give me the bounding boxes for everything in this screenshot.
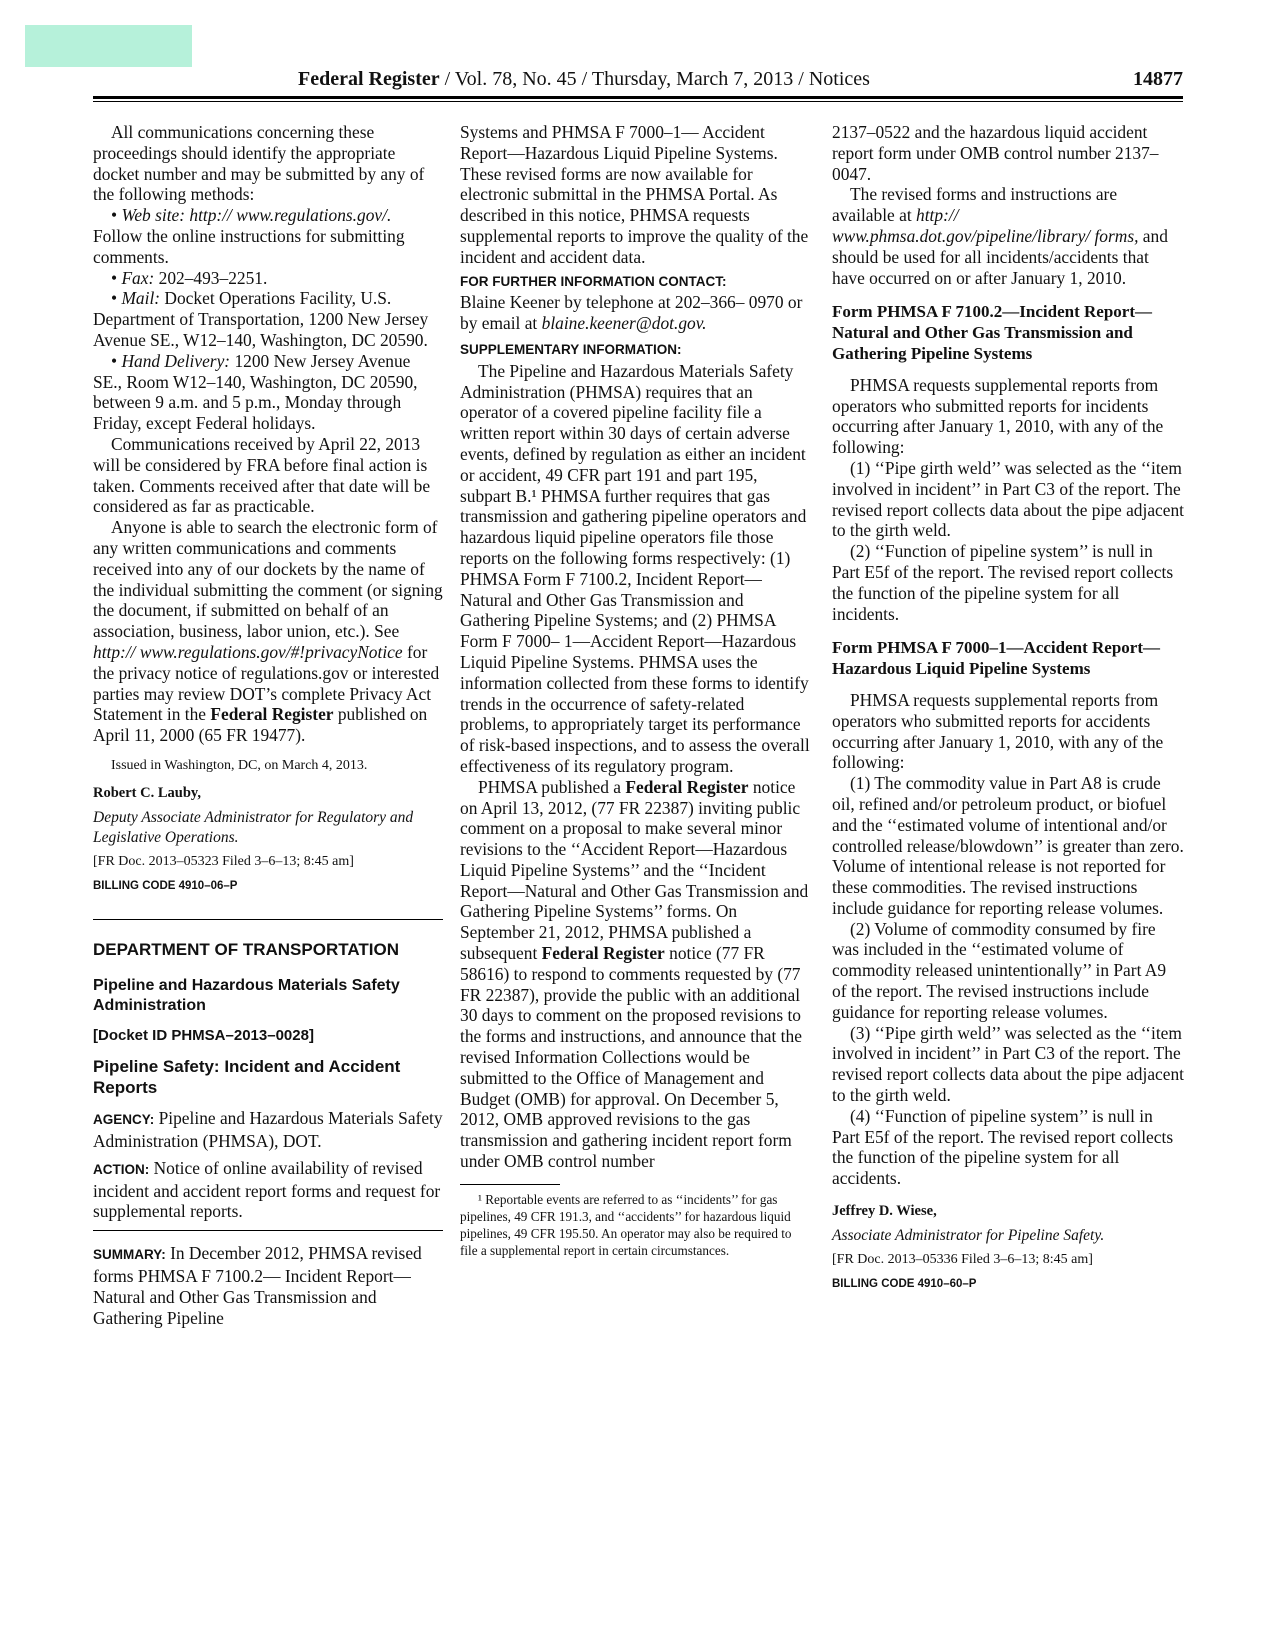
agency-paragraph: AGENCY: Pipeline and Hazardous Materials Safety Administration (PHMSA), DOT. xyxy=(93,1108,443,1152)
paragraph: (1) The commodity value in Part A8 is crude oil, refined and/or petroleum product, or biofuel and the ‘‘estimated volume of intentional and/or controlled release/blowdown’’ is greater than zero. Volume of intentional release is not reported for these commodities. The revised instructions include guidance for reporting release volumes. xyxy=(832,773,1184,918)
page-number: 14877 xyxy=(1133,68,1183,90)
column-1 xyxy=(93,122,443,1328)
section-heading: Form PHMSA F 7100.2—Incident Report—Natural and Other Gas Transmission and Gathering Pipeline Systems xyxy=(832,302,1152,363)
docket-id: [Docket ID PHMSA–2013–0028] xyxy=(93,1027,314,1045)
document-title: Pipeline Safety: Incident and Accident Reports xyxy=(93,1057,401,1098)
paragraph: 2137–0522 and the hazardous liquid accident report form under OMB control number 2137–0047. xyxy=(832,122,1159,184)
paragraph: (2) ‘‘Function of pipeline system’’ is null in Part E5f of the report. The revised report collects the function of the pipeline system for all incidents. xyxy=(832,541,1174,624)
header-rule-thin xyxy=(93,101,1183,102)
section-heading: Form PHMSA F 7000–1—Accident Report—Hazardous Liquid Pipeline Systems xyxy=(832,638,1160,679)
footnote: ¹ Reportable events are referred to as ‘‘incidents’’ for gas pipelines, 49 CFR 191.3, and ‘‘accidents’’ for hazardous liquid pipelines, 49 CFR 195.50. An operator may also be required to file a supplemental report in certain circumstances. xyxy=(460,1191,792,1258)
paragraph: (3) ‘‘Pipe girth weld’’ was selected as the ‘‘item involved in incident’’ in Part C3 of the report. The revised report collects data about the pipe adjacent to the girth weld. xyxy=(832,1022,1185,1106)
paragraph: (4) ‘‘Function of pipeline system’’ is null in Part E5f of the report. The revised report collects the function of the pipeline system for all accidents. xyxy=(832,1105,1174,1189)
issued-line: Issued in Washington, DC, on March 4, 2013. xyxy=(111,757,368,773)
paragraph: PHMSA published a Federal Register notice on April 13, 2012, (77 FR 22387) inviting public comment on a proposal to make several minor revisions to the ‘‘Accident Report—Hazardous Liquid Pipeline Systems’’ and the ‘‘Incident Report—Natural and Other Gas Transmission and Gathering Pipeline Systems’’ forms. On September 21, 2012, PHMSA published a subsequent Federal Register notice (77 FR 58616) to respond to comments requested by (77 FR 22387), provide the public with an additional 30 days to comment on the proposed revisions to the forms and instructions, and announce that the revised Information Collections would be submitted to the Office of Management and Budget (OMB) for approval. On December 5, 2012, OMB approved revisions to the gas transmission and gathering incident report form under OMB control number xyxy=(460,776,809,1172)
summary-paragraph: SUMMARY: In December 2012, PHMSA revised forms PHMSA F 7100.2— Incident Report—Natural and Other Gas Transmission and Gathering Pipeline xyxy=(93,1243,422,1328)
header-rule-thick xyxy=(93,96,1183,99)
paragraph: The revised forms and instructions are available at http:// www.phmsa.dot.gov/pipeline/library/ forms, and should be used for all incidents/accidents that have occurred on or after January 1, 2010. xyxy=(832,184,1168,288)
privacy-link[interactable]: http:// www.regulations.gov/#!privacyNotice xyxy=(93,641,403,662)
fr-doc: [FR Doc. 2013–05336 Filed 3–6–13; 8:45 am] xyxy=(832,1251,1093,1267)
section-rule xyxy=(93,1230,443,1231)
supplementary-heading: SUPPLEMENTARY INFORMATION: xyxy=(460,341,682,357)
signer-name: Robert C. Lauby, xyxy=(93,784,201,801)
list-item: • Web site: http:// www.regulations.gov/. Follow the online instructions for submitting comments. xyxy=(93,205,405,267)
contact-email[interactable]: blaine.keener@dot.gov. xyxy=(541,313,707,334)
fr-doc: [FR Doc. 2013–05323 Filed 3–6–13; 8:45 am] xyxy=(93,853,354,869)
section-rule xyxy=(93,919,443,920)
agency-heading: Pipeline and Hazardous Materials Safety Administration xyxy=(93,977,400,1015)
contact-heading: FOR FURTHER INFORMATION CONTACT: xyxy=(460,273,727,289)
billing-code: BILLING CODE 4910–60–P xyxy=(832,1277,977,1290)
signer-title: Deputy Associate Administrator for Regulatory and Legislative Operations. xyxy=(93,808,414,846)
column-2 xyxy=(460,122,810,1259)
paragraph: (2) Volume of commodity consumed by fire was included in the ‘‘estimated volume of commodity released unintentionally’’ in Part A9 of the report. The revised instructions include guidance for reporting release volumes. xyxy=(832,918,1167,1022)
paragraph: The Pipeline and Hazardous Materials Safety Administration (PHMSA) requires that an operator of a covered pipeline facility file a written report within 30 days of certain adverse events, defined by regulation as either an incident or accident, 49 CFR part 191 and part 195, subpart B.¹ PHMSA further requires that gas transmission and gathering pipeline operators and hazardous liquid pipeline operators file those reports on the following forms respectively: (1) PHMSA Form F 7100.2, Incident Report—Natural and Other Gas Transmission and Gathering Pipeline Systems; and (2) PHMSA Form F 7000– 1—Accident Report—Hazardous Liquid Pipeline Systems. PHMSA uses the information collected from these forms to identify trends in the occurrence of safety-related problems, to appropriately target its performance of risk-based inspections, and to assess the overall effectiveness of its regulatory program. xyxy=(460,360,810,776)
running-header xyxy=(93,68,1183,94)
column-3 xyxy=(832,122,1184,1295)
paragraph: Anyone is able to search the electronic form of any written communications and comments received into any of our dockets by the name of the individual submitting the comment (or signing the document, if submitted on behalf of an association, business, labor union, etc.). See http:// www.regulations.gov/#!privacyNotice for the privacy notice of regulations.gov or interested parties may review DOT’s complete Privacy Act Statement in the Federal Register published on April 11, 2000 (65 FR 19477). xyxy=(93,517,443,746)
paragraph: Systems and PHMSA F 7000–1— Accident Report—Hazardous Liquid Pipeline Systems. These revised forms are now available for electronic submittal in the PHMSA Portal. As described in this notice, PHMSA requests supplemental reports to improve the quality of the incident and accident data. xyxy=(460,122,809,267)
paragraph: PHMSA requests supplemental reports from operators who submitted reports for incidents occurring after January 1, 2010, with any of the following: xyxy=(832,374,1164,458)
list-item: • Fax: 202–493–2251. xyxy=(111,267,268,288)
list-item: • Hand Delivery: 1200 New Jersey Avenue SE., Room W12–140, Washington, DC 20590, between 9 a.m. and 5 p.m., Monday through Friday, except Federal holidays. xyxy=(93,350,418,434)
paragraph: PHMSA requests supplemental reports from operators who submitted reports for accidents occurring after January 1, 2010, with any of the following: xyxy=(832,689,1164,773)
issue-info: / Vol. 78, No. 45 / Thursday, March 7, 2013 / Notices xyxy=(439,68,870,90)
paragraph: (1) ‘‘Pipe girth weld’’ was selected as the ‘‘item involved in incident’’ in Part C3 of the report. The revised report collects data about the pipe adjacent to the girth weld. xyxy=(832,457,1185,541)
journal-name: Federal Register xyxy=(298,68,440,90)
highlight-tab xyxy=(25,25,192,67)
forms-link[interactable]: http:// www.phmsa.dot.gov/pipeline/library/ forms, xyxy=(832,205,1139,246)
action-paragraph: ACTION: Notice of online availability of revised incident and accident report forms and request for supplemental reports. xyxy=(93,1157,441,1222)
contact-paragraph: Blaine Keener by telephone at 202–366– 0970 or by email at blaine.keener@dot.gov. xyxy=(460,292,803,334)
signer-title: Associate Administrator for Pipeline Safety. xyxy=(832,1226,1105,1244)
footnote-rule xyxy=(460,1184,560,1185)
paragraph: Communications received by April 22, 2013 will be considered by FRA before final action is taken. Comments received after that date will be considered as far as practicable. xyxy=(93,433,431,517)
signer-name: Jeffrey D. Wiese, xyxy=(832,1203,937,1220)
department-heading: DEPARTMENT OF TRANSPORTATION xyxy=(93,939,399,959)
billing-code: BILLING CODE 4910–06–P xyxy=(93,879,238,892)
list-item: • Mail: Docket Operations Facility, U.S. Department of Transportation, 1200 New Jersey Avenue SE., W12–140, Washington, DC 20590. xyxy=(93,288,429,350)
paragraph: All communications concerning these proceedings should identify the appropriate docket number and may be submitted by any of the following methods: xyxy=(93,122,425,205)
